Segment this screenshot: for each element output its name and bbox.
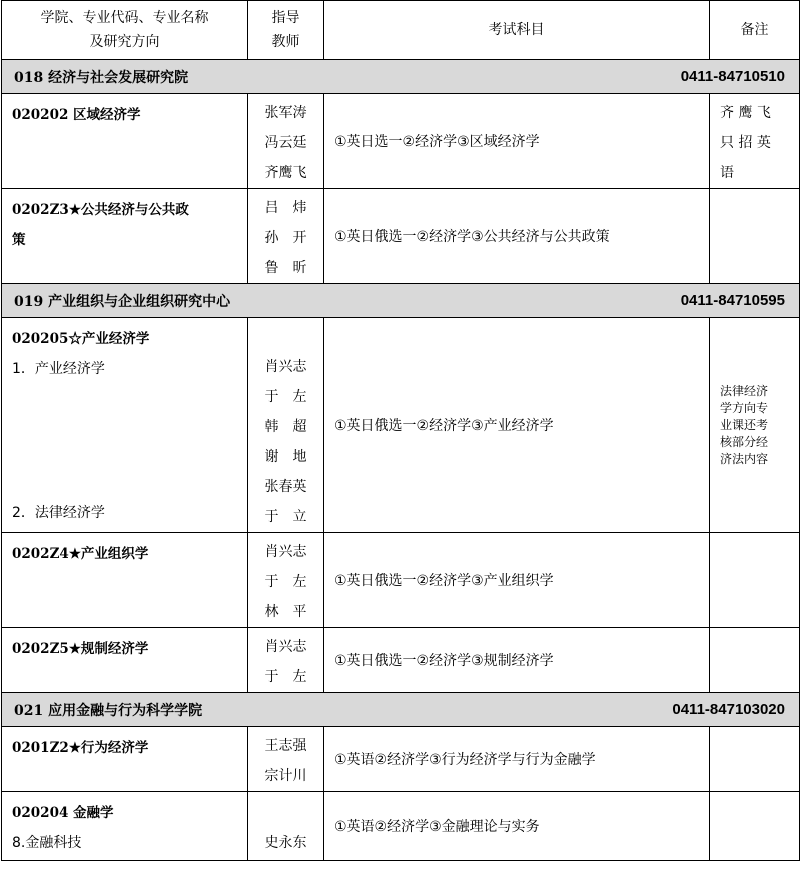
section-name: 019 产业组织与企业组织研究中心	[14, 293, 231, 310]
table-row	[2, 792, 800, 861]
section-name: 021 应用金融与行为科学学院	[14, 702, 203, 719]
note	[710, 727, 800, 792]
advisor-name: 张军涛	[264, 105, 307, 121]
advisor-name: 于 左	[264, 389, 307, 405]
advisor-name: 王志强	[264, 738, 307, 754]
major-title: 020204 金融学	[12, 805, 114, 821]
direction-label: 1．产业经济学	[12, 361, 105, 377]
section-row	[2, 60, 800, 94]
exam-subjects: ①英语②经济学③金融理论与实务	[324, 792, 710, 861]
catalog-table	[1, 0, 800, 861]
exam-subjects: ①英日俄选一②经济学③公共经济与公共政策	[324, 189, 710, 284]
advisor-name: 肖兴志	[264, 639, 307, 655]
advisor-name: 孙 开	[264, 230, 307, 246]
exam-subjects: ①英日选一②经济学③区域经济学	[324, 94, 710, 189]
section-phone: 0411-84710510	[680, 68, 785, 85]
advisor-name: 吕 炜	[264, 200, 307, 216]
major-title: 020205☆产业经济学	[12, 331, 150, 347]
advisor-name: 冯云廷	[264, 135, 307, 151]
table-row	[2, 533, 800, 628]
table-row	[2, 318, 800, 533]
col-header-note: 备注	[710, 1, 800, 60]
note: 齐 鹰 飞 只 招 英 语	[710, 94, 800, 189]
exam-subjects: ①英日俄选一②经济学③产业组织学	[324, 533, 710, 628]
major-title-cont: 策	[12, 232, 26, 248]
advisor-name: 林 平	[264, 604, 307, 620]
major-title: 0202Z5★规制经济学	[12, 641, 149, 657]
note: 法律经济 学方向专 业课还考 核部分经 济法内容	[710, 318, 800, 533]
col-header-subjects: 考试科目	[324, 1, 710, 60]
exam-subjects: ①英日俄选一②经济学③规制经济学	[324, 628, 710, 693]
major-title: 0202Z3★公共经济与公共政	[12, 202, 189, 218]
advisor-name: 于 左	[264, 574, 307, 590]
table-header	[2, 1, 800, 60]
col-header-major: 学院、专业代码、专业名称 及研究方向	[2, 1, 248, 60]
direction-label: 8.金融科技	[12, 835, 82, 851]
advisor-name: 于 立	[264, 509, 307, 525]
advisor-name: 于 左	[264, 669, 307, 685]
major-title: 0201Z2★行为经济学	[12, 740, 149, 756]
col-header-advisor: 指导 教师	[248, 1, 324, 60]
advisor-name: 张春英	[264, 479, 307, 495]
note	[710, 189, 800, 284]
section-name: 018 经济与社会发展研究院	[14, 69, 189, 86]
note	[710, 533, 800, 628]
advisor-name: 宗计川	[264, 768, 307, 784]
advisor-name: 齐鹰飞	[264, 165, 307, 181]
section-phone: 0411-847103020	[672, 701, 785, 718]
note	[710, 792, 800, 861]
major-title: 0202Z4★产业组织学	[12, 546, 149, 562]
exam-subjects: ①英语②经济学③行为经济学与行为金融学	[324, 727, 710, 792]
table-row	[2, 189, 800, 284]
section-row	[2, 284, 800, 318]
section-row	[2, 693, 800, 727]
advisor-name: 谢 地	[264, 449, 307, 465]
major-title: 020202 区域经济学	[12, 107, 141, 123]
note	[710, 628, 800, 693]
advisor-name: 肖兴志	[264, 359, 307, 375]
advisor-name: 鲁 昕	[264, 260, 307, 276]
advisor-name: 史永东	[264, 835, 307, 851]
advisor-name: 肖兴志	[264, 544, 307, 560]
direction-label: 2．法律经济学	[12, 505, 105, 521]
table-row	[2, 94, 800, 189]
section-phone: 0411-84710595	[680, 292, 785, 309]
table-row	[2, 727, 800, 792]
table-row	[2, 628, 800, 693]
advisor-name: 韩 超	[264, 419, 307, 435]
exam-subjects: ①英日俄选一②经济学③产业经济学	[324, 318, 710, 533]
